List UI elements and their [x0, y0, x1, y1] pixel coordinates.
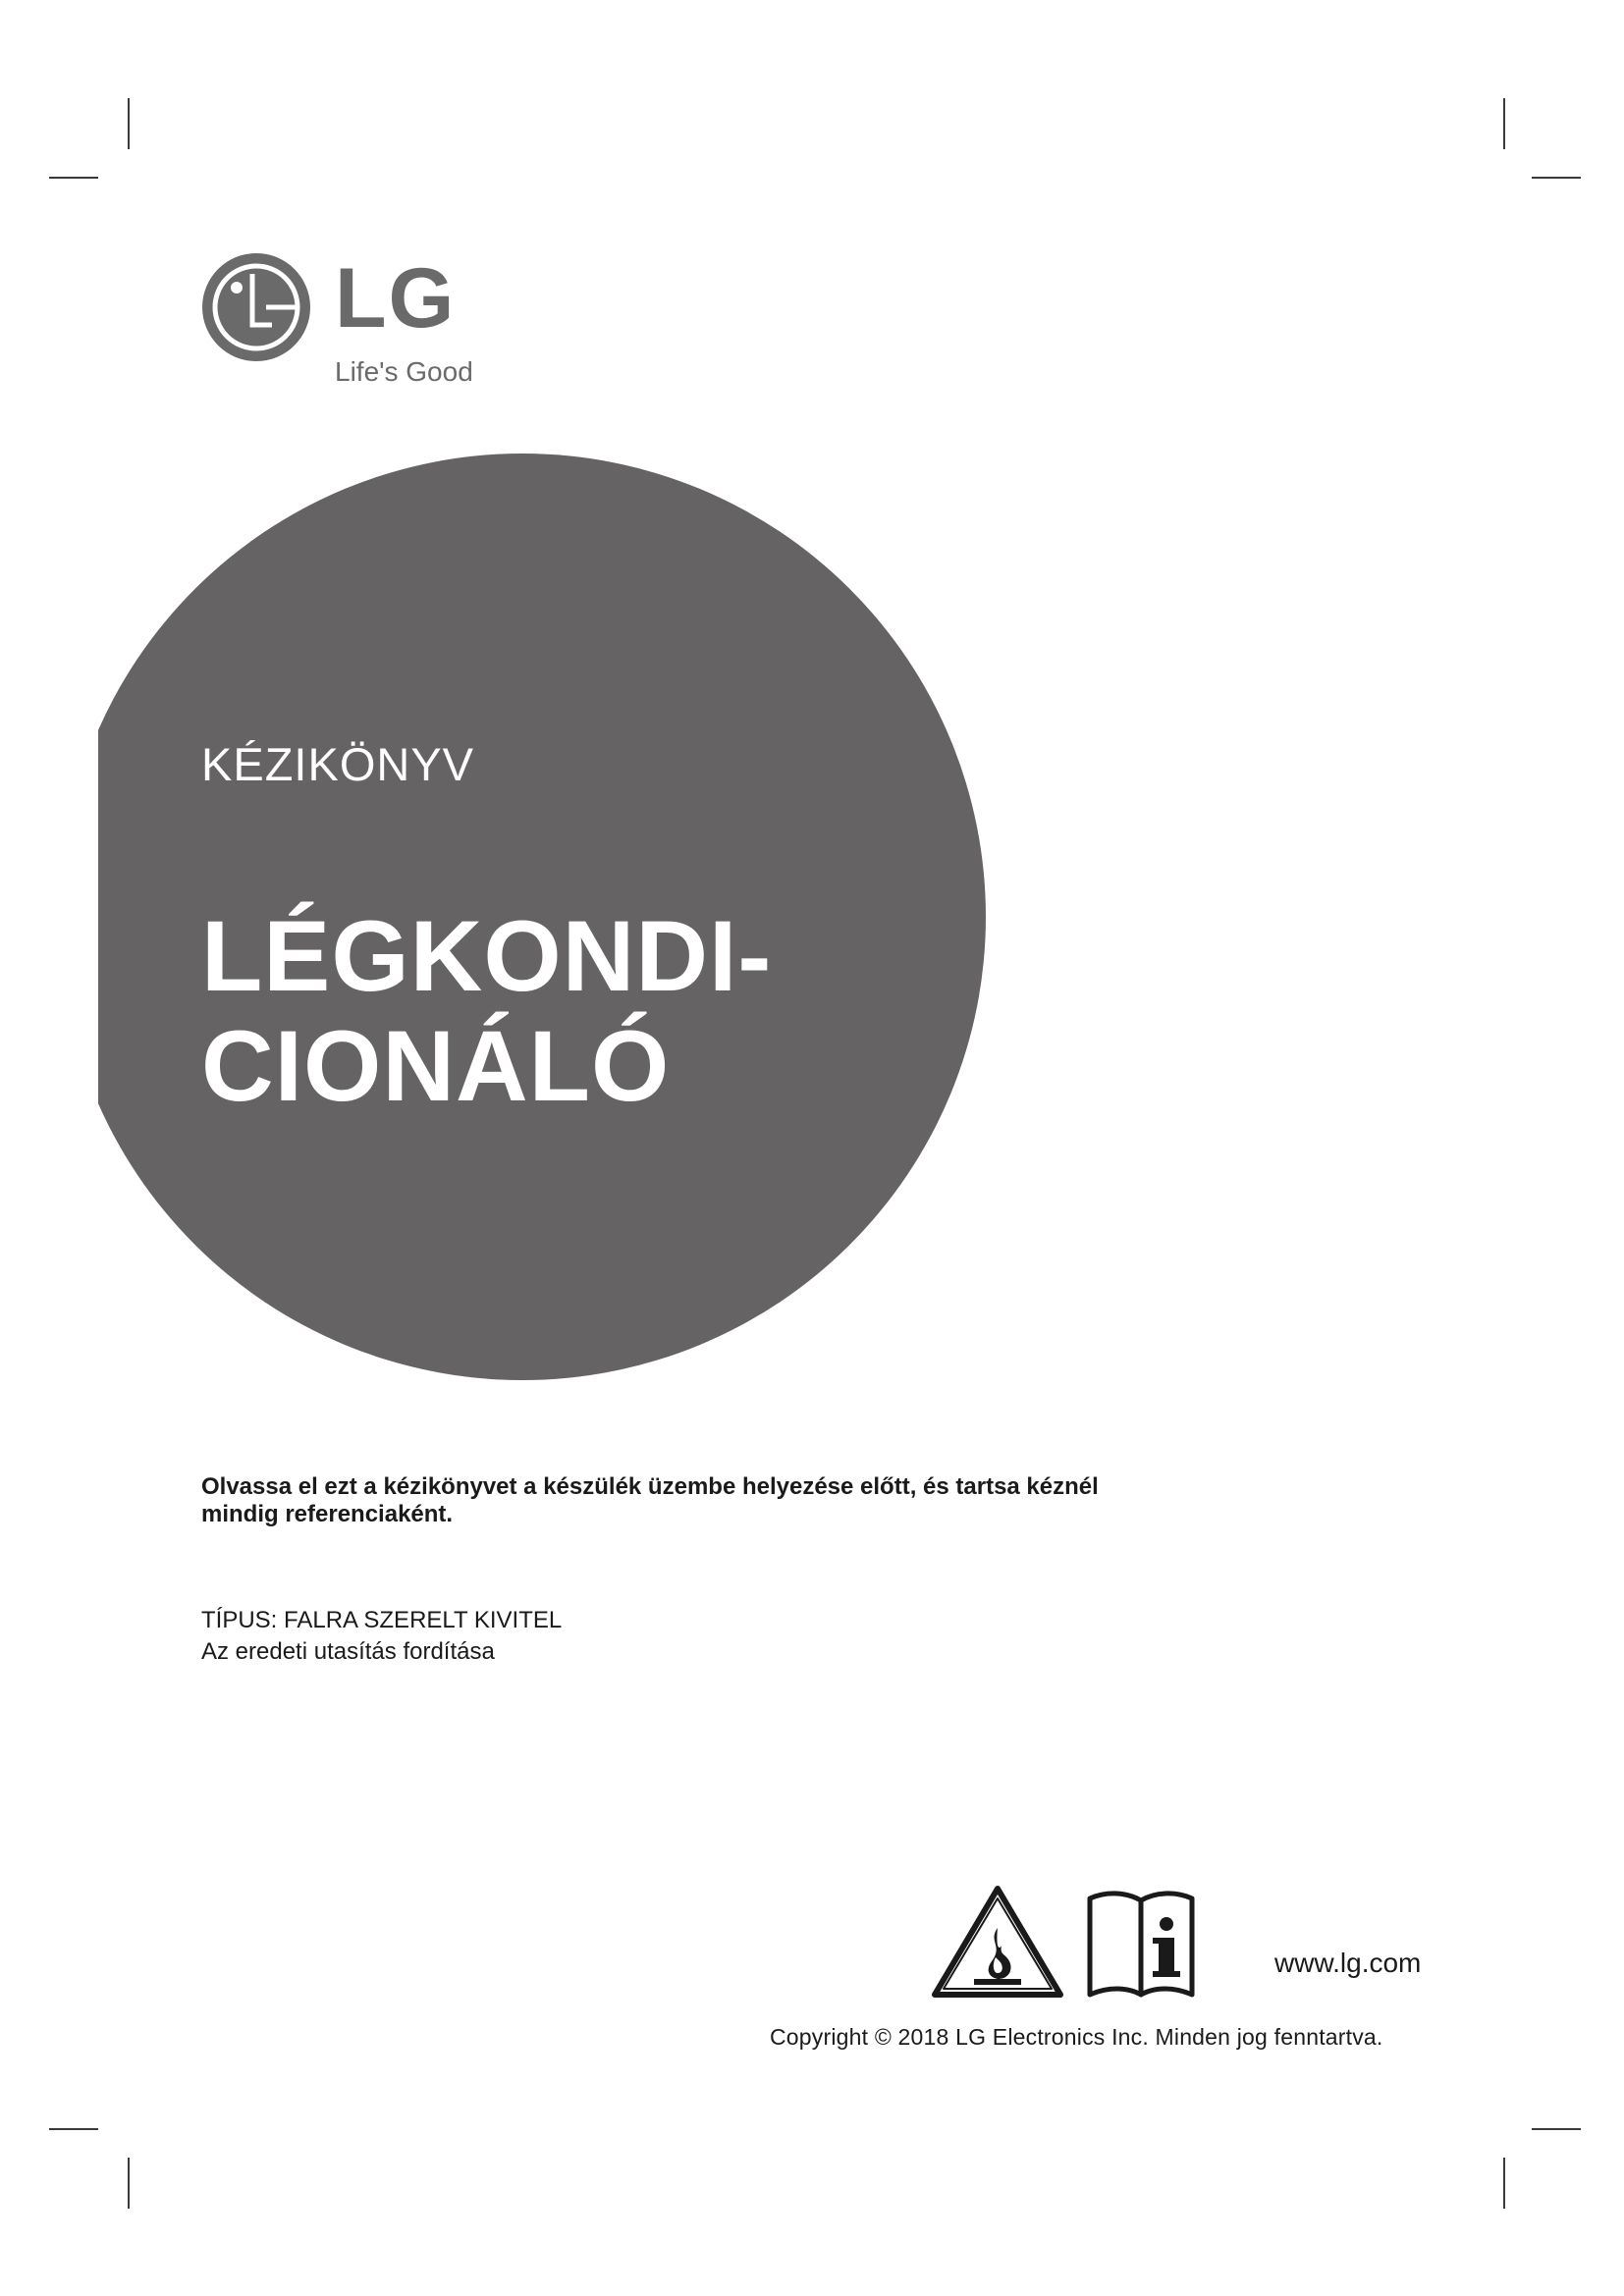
- crop-mark-bottom-right-horizontal: [1532, 2128, 1581, 2130]
- title-line-2: CIONÁLÓ: [201, 1010, 671, 1122]
- website-link[interactable]: www.lg.com: [1274, 1948, 1422, 1978]
- translation-note: Az eredeti utasítás fordítása: [201, 1638, 495, 1665]
- brand-name: LG: [335, 251, 457, 346]
- read-notice-line-1: Olvassa el ezt a kézikönyvet a készülék üzembe helyezése előtt, és tartsa kéznél: [201, 1473, 1099, 1500]
- read-notice: [201, 1473, 1281, 1528]
- model-type: TÍPUS: FALRA SZERELT KIVITEL: [201, 1607, 563, 1633]
- manual-label: KÉZIKÖNYV: [201, 738, 475, 790]
- crop-mark-top-right-horizontal: [1532, 177, 1581, 179]
- read-manual-icon: [1090, 1894, 1192, 1995]
- copyright-notice: Copyright © 2018 LG Electronics Inc. Minden jog fenntartva.: [770, 2024, 1383, 2050]
- crop-mark-bottom-left-vertical: [128, 2158, 130, 2209]
- flammable-warning-icon: [935, 1889, 1060, 1995]
- footer-symbols: [931, 1885, 1245, 2002]
- crop-mark-bottom-right-vertical: [1503, 2158, 1505, 2209]
- crop-mark-bottom-left-horizontal: [49, 2128, 98, 2130]
- cover-circle-area: [98, 0, 1080, 1423]
- brand-tagline: Life's Good: [335, 356, 473, 387]
- product-title: [201, 901, 772, 1121]
- crop-mark-top-right-vertical: [1503, 98, 1505, 149]
- read-notice-line-2: mindig referenciaként.: [201, 1501, 454, 1527]
- model-info: [201, 1605, 562, 1668]
- title-line-1: LÉGKONDI-: [201, 900, 773, 1012]
- crop-mark-top-left-horizontal: [49, 177, 98, 179]
